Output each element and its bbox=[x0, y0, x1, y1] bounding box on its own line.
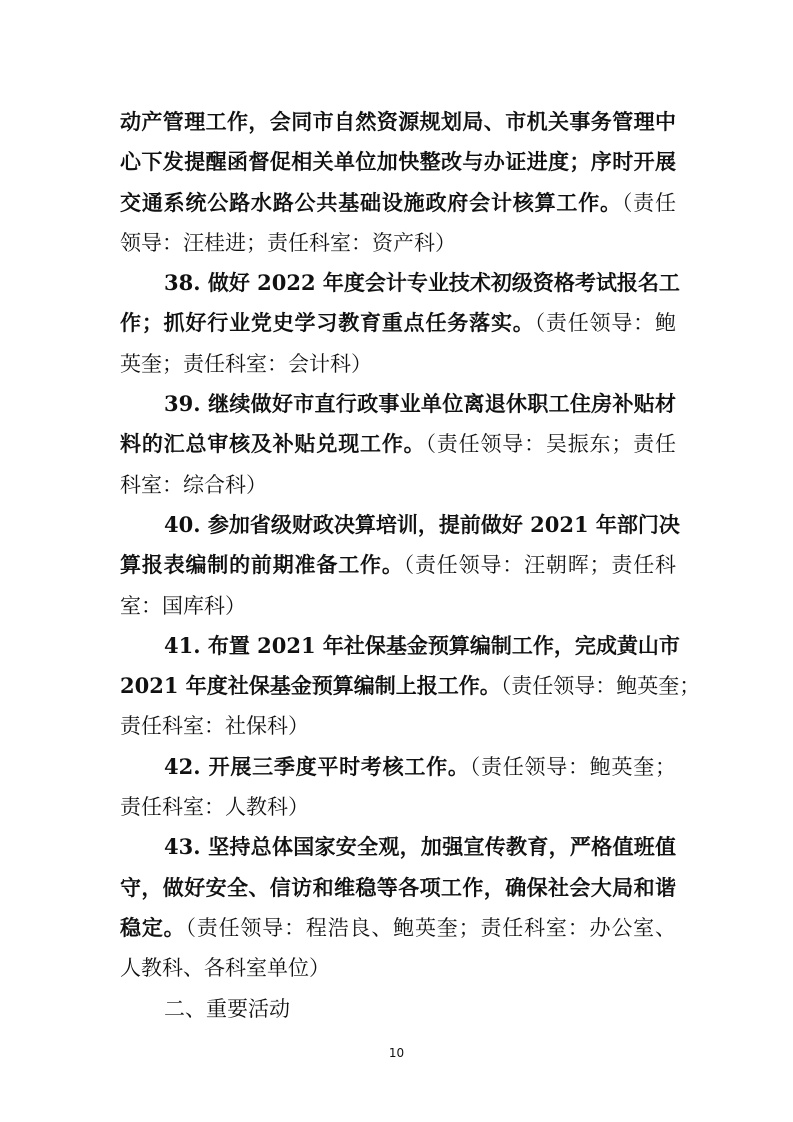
bold-text: 39. 继续做好市直行政事业单位离退休职工住房补贴材 bbox=[164, 391, 676, 417]
normal-text: 科室：综合科） bbox=[120, 472, 267, 497]
text-line bbox=[120, 787, 676, 827]
section-heading bbox=[120, 989, 676, 1029]
list-item-39-heading bbox=[120, 384, 676, 424]
body-text bbox=[120, 102, 701, 1029]
bold-text: 42. 开展三季度平时考核工作。 bbox=[164, 753, 470, 779]
normal-text: （责任 bbox=[621, 190, 676, 215]
bold-text: 40. 参加省级财政决算培训，提前做好 2021 年部门决 bbox=[164, 511, 680, 537]
text-line bbox=[120, 868, 676, 908]
bold-text: 守，做好安全、信访和维稳等各项工作，确保社会大局和谐 bbox=[120, 874, 676, 900]
normal-text: （责任领导：鲍英奎； bbox=[469, 754, 676, 779]
list-item-40-heading bbox=[120, 505, 680, 545]
normal-text: 责任科室：人教科） bbox=[120, 795, 309, 820]
normal-text: 领导：汪桂进；责任科室：资产科） bbox=[120, 230, 456, 255]
bold-text: 43. 坚持总体国家安全观，加强宣传教育，严格值班值 bbox=[164, 834, 676, 860]
bold-text: 交通系统公路水路公共基础设施政府会计核算工作。 bbox=[120, 189, 622, 215]
normal-text: （责任领导：吴振东；责任 bbox=[425, 432, 677, 457]
bold-text: 41. 布置 2021 年社保基金预算编制工作，完成黄山市 bbox=[164, 632, 680, 658]
text-line bbox=[120, 545, 676, 585]
text-line bbox=[120, 344, 676, 384]
normal-text: 英奎；责任科室：会计科） bbox=[120, 351, 372, 376]
text-line bbox=[120, 142, 676, 182]
text-line bbox=[120, 102, 676, 142]
bold-text: 2021 年度社保基金预算编制上报工作。 bbox=[120, 673, 501, 699]
bold-text: 料的汇总审核及补贴兑现工作。 bbox=[120, 431, 426, 457]
bold-text: 心下发提醒函督促相关单位加快整改与办证进度；序时开展 bbox=[120, 149, 676, 175]
list-item-41-heading bbox=[120, 626, 680, 666]
normal-text: 二、重要活动 bbox=[164, 996, 290, 1021]
list-item-43-heading bbox=[120, 827, 676, 867]
text-line bbox=[120, 586, 676, 626]
page-number: 10 bbox=[388, 1046, 405, 1060]
text-line bbox=[120, 948, 676, 988]
list-item-38-heading bbox=[120, 263, 680, 303]
bold-text: 算报表编制的前期准备工作。 bbox=[120, 552, 404, 578]
bold-text: 38. 做好 2022 年度会计专业技术初级资格考试报名工 bbox=[164, 270, 680, 296]
normal-text: （责任领导：鲍 bbox=[534, 311, 676, 336]
text-line bbox=[120, 908, 676, 948]
text-line bbox=[120, 424, 676, 464]
text-line bbox=[120, 183, 676, 223]
text-line bbox=[120, 223, 676, 263]
list-item-42-heading bbox=[120, 747, 676, 787]
normal-text: （责任领导：鲍英奎； bbox=[500, 674, 701, 699]
normal-text: （责任领导：程浩良、鲍英奎；责任科室：办公室、 bbox=[185, 915, 677, 940]
normal-text: （责任领导：汪朝晖；责任科 bbox=[403, 553, 677, 578]
normal-text: 责任科室：社保科） bbox=[120, 714, 309, 739]
text-line bbox=[120, 706, 676, 746]
bold-text: 稳定。 bbox=[120, 914, 186, 940]
normal-text: 人教科、各科室单位） bbox=[120, 956, 330, 981]
text-line bbox=[120, 465, 676, 505]
normal-text: 室：国库科） bbox=[120, 593, 246, 618]
text-line bbox=[120, 666, 701, 706]
bold-text: 作；抓好行业党史学习教育重点任务落实。 bbox=[120, 310, 535, 336]
bold-text: 动产管理工作，会同市自然资源规划局、市机关事务管理中 bbox=[120, 109, 676, 134]
text-line bbox=[120, 303, 676, 343]
